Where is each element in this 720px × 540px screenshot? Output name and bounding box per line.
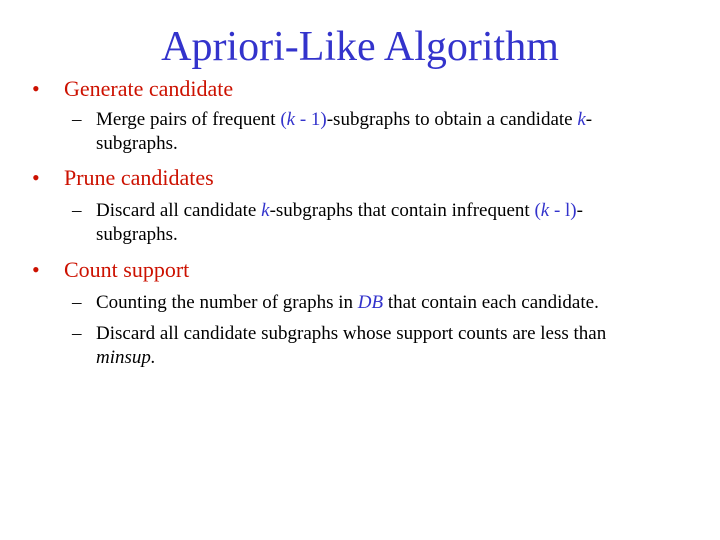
bullet-count-support bbox=[32, 257, 189, 283]
bullet-prune-candidates bbox=[32, 165, 214, 191]
text-run: - 1) bbox=[295, 109, 327, 130]
bullet-label: Generate candidate bbox=[64, 76, 234, 101]
text-run: Discard all candidate subgraphs whose support counts are less than bbox=[96, 323, 607, 344]
text-run-italic: k bbox=[577, 109, 586, 130]
text-run-italic: k bbox=[286, 109, 296, 130]
text-run: Discard all candidate bbox=[96, 200, 262, 221]
text-run: -subgraphs that contain infrequent bbox=[269, 200, 535, 221]
text-run: Merge pairs of frequent bbox=[96, 109, 281, 130]
text-run-italic: k bbox=[540, 200, 550, 221]
dash-icon: – bbox=[72, 292, 82, 313]
text-run: Counting the number of graphs in bbox=[96, 292, 358, 313]
sub-item-text bbox=[72, 199, 692, 247]
sub-item-discard-minsup bbox=[72, 322, 692, 370]
text-run: ( bbox=[280, 109, 287, 130]
sub-item-discard-infrequent bbox=[72, 199, 692, 247]
text-run: - bbox=[585, 109, 593, 130]
text-run: - bbox=[576, 200, 583, 221]
slide-title: Apriori-Like Algorithm bbox=[161, 24, 559, 70]
sub-item-text bbox=[72, 108, 692, 156]
text-run-italic: k bbox=[261, 200, 270, 221]
dash-icon: – bbox=[72, 323, 82, 344]
bullet-generate-candidate bbox=[32, 76, 233, 102]
text-run-italic: DB bbox=[357, 292, 384, 313]
bullet-icon: • bbox=[32, 76, 40, 101]
sub-item-text bbox=[72, 291, 692, 315]
sub-item-counting-graphs bbox=[72, 291, 692, 315]
text-run-italic: minsup. bbox=[96, 347, 156, 368]
text-run: -subgraphs to obtain a candidate bbox=[326, 109, 578, 130]
bullet-icon: • bbox=[32, 257, 40, 282]
text-run: subgraphs. bbox=[96, 133, 178, 154]
sub-item-merge-pairs bbox=[72, 108, 692, 156]
dash-icon: – bbox=[72, 109, 82, 130]
text-run: ( bbox=[534, 200, 541, 221]
text-run: that contain each candidate. bbox=[383, 292, 599, 313]
text-run: - l) bbox=[549, 200, 577, 221]
bullet-icon: • bbox=[32, 165, 40, 190]
sub-item-text bbox=[72, 322, 692, 370]
bullet-label: Prune candidates bbox=[64, 165, 214, 190]
bullet-label: Count support bbox=[64, 257, 190, 282]
text-run: subgraphs. bbox=[96, 224, 178, 245]
dash-icon: – bbox=[72, 200, 82, 221]
